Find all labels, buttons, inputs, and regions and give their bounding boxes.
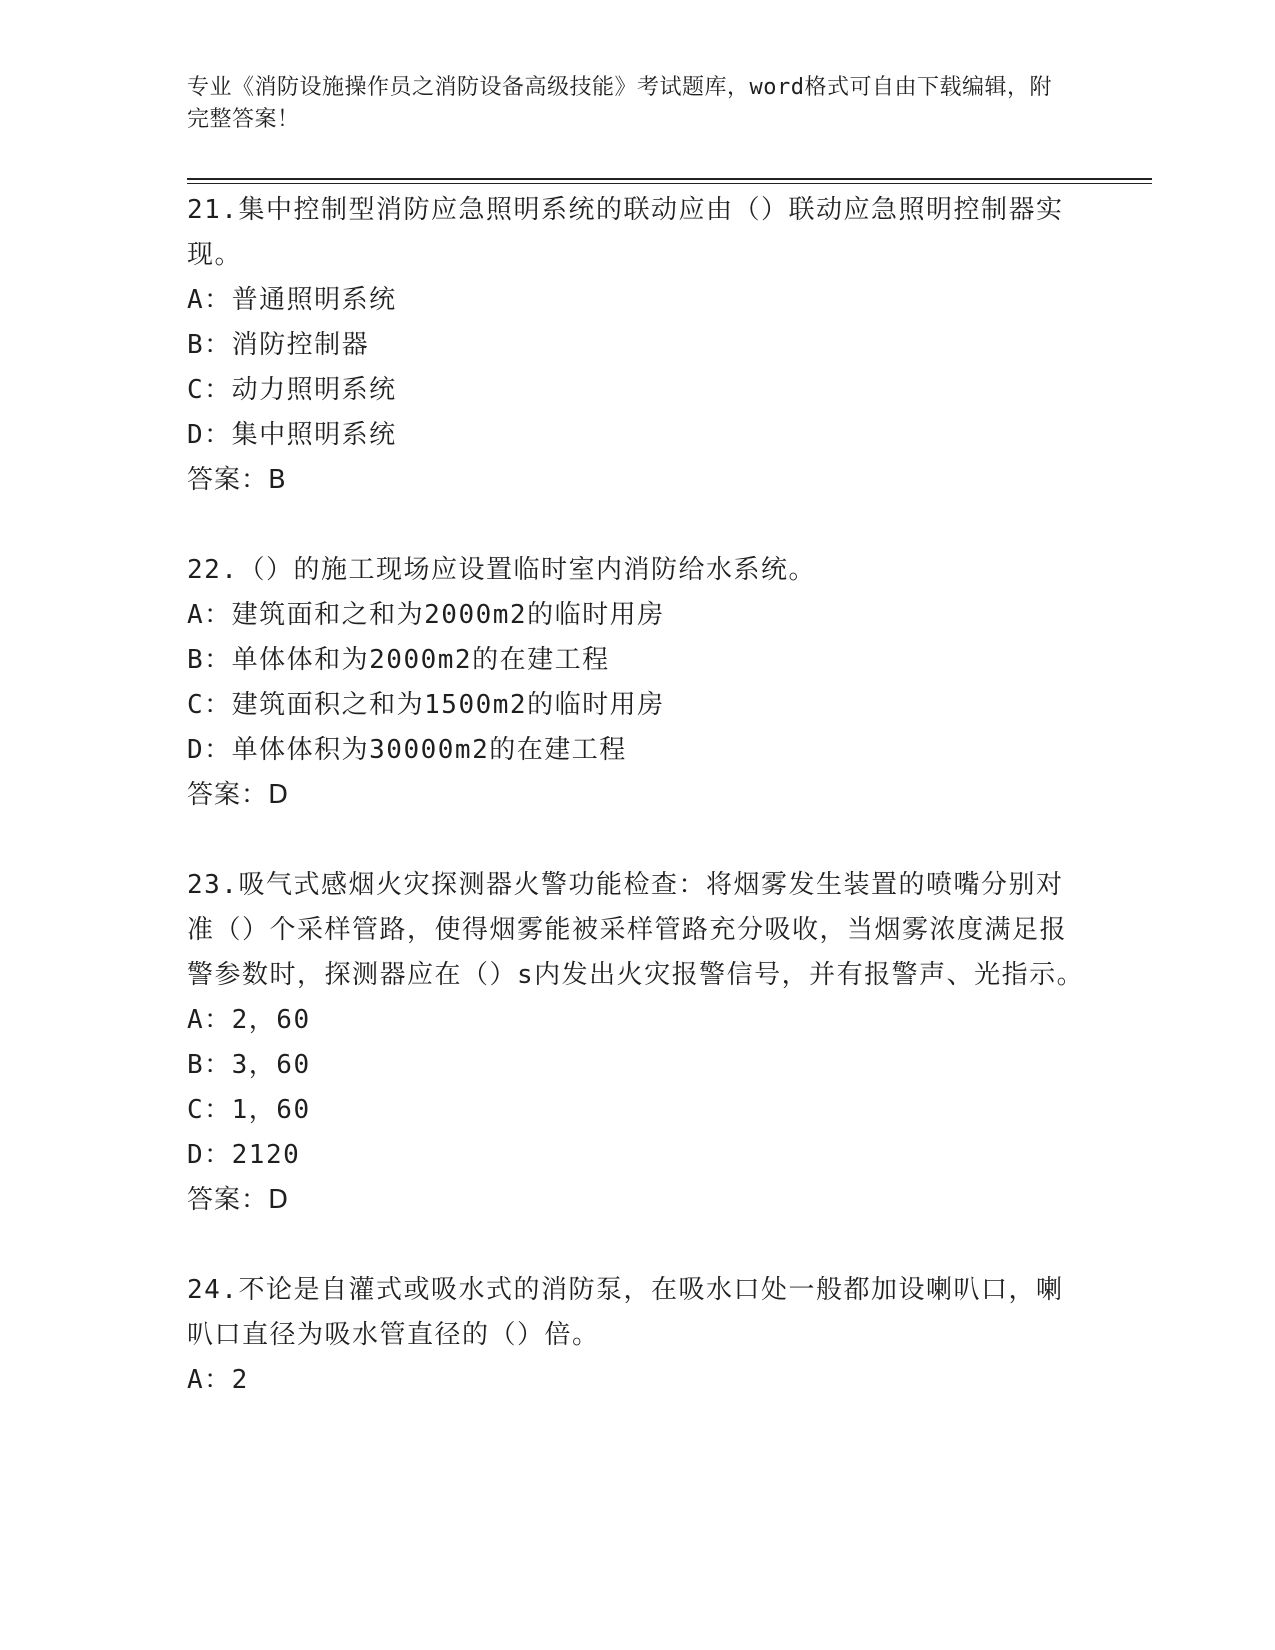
header-divider-thick: [187, 178, 1152, 180]
option-d: D：单体体积为30000m2的在建工程: [187, 735, 627, 765]
option-c: C：动力照明系统: [187, 375, 397, 405]
option-a: A：普通照明系统: [187, 285, 397, 315]
answer-line: 答案：D: [187, 780, 290, 810]
question-stem: 24.不论是自灌式或吸水式的消防泵，在吸水口处一般都加设喇叭口，喇叭口直径为吸水管直径的（）倍。: [187, 1275, 1064, 1350]
option-b: B：消防控制器: [187, 330, 370, 360]
header-divider-thin: [187, 183, 1152, 184]
question-22: [187, 548, 1087, 818]
document-header: 专业《消防设施操作员之消防设备高级技能》考试题库，word格式可自由下载编辑，附完整答案！: [187, 75, 1052, 132]
option-a: A：2: [187, 1365, 249, 1395]
option-c: C：1，60: [187, 1095, 311, 1125]
answer-line: 答案：D: [187, 1185, 290, 1215]
option-c: C：建筑面积之和为1500m2的临时用房: [187, 690, 665, 720]
question-21: [187, 188, 1087, 503]
question-stem: 22.（）的施工现场应设置临时室内消防给水系统。: [187, 555, 816, 585]
question-24: [187, 1268, 1087, 1403]
option-a: A：2，60: [187, 1005, 311, 1035]
option-b: B：单体体和为2000m2的在建工程: [187, 645, 610, 675]
question-list: [187, 188, 1087, 1448]
option-b: B：3，60: [187, 1050, 311, 1080]
option-d: D：2120: [187, 1140, 301, 1170]
question-stem: 21.集中控制型消防应急照明系统的联动应由（）联动应急照明控制器实现。: [187, 195, 1064, 270]
question-23: [187, 863, 1087, 1223]
option-a: A：建筑面和之和为2000m2的临时用房: [187, 600, 665, 630]
answer-line: 答案：B: [187, 465, 287, 495]
question-stem: 23.吸气式感烟火灾探测器火警功能检查：将烟雾发生装置的喷嘴分别对准（）个采样管路，使得烟雾能被采样管路充分吸收，当烟雾浓度满足报警参数时，探测器应在（）s内发出火灾报警信号，并有报警声、光指示。: [187, 870, 1085, 990]
option-d: D：集中照明系统: [187, 420, 397, 450]
